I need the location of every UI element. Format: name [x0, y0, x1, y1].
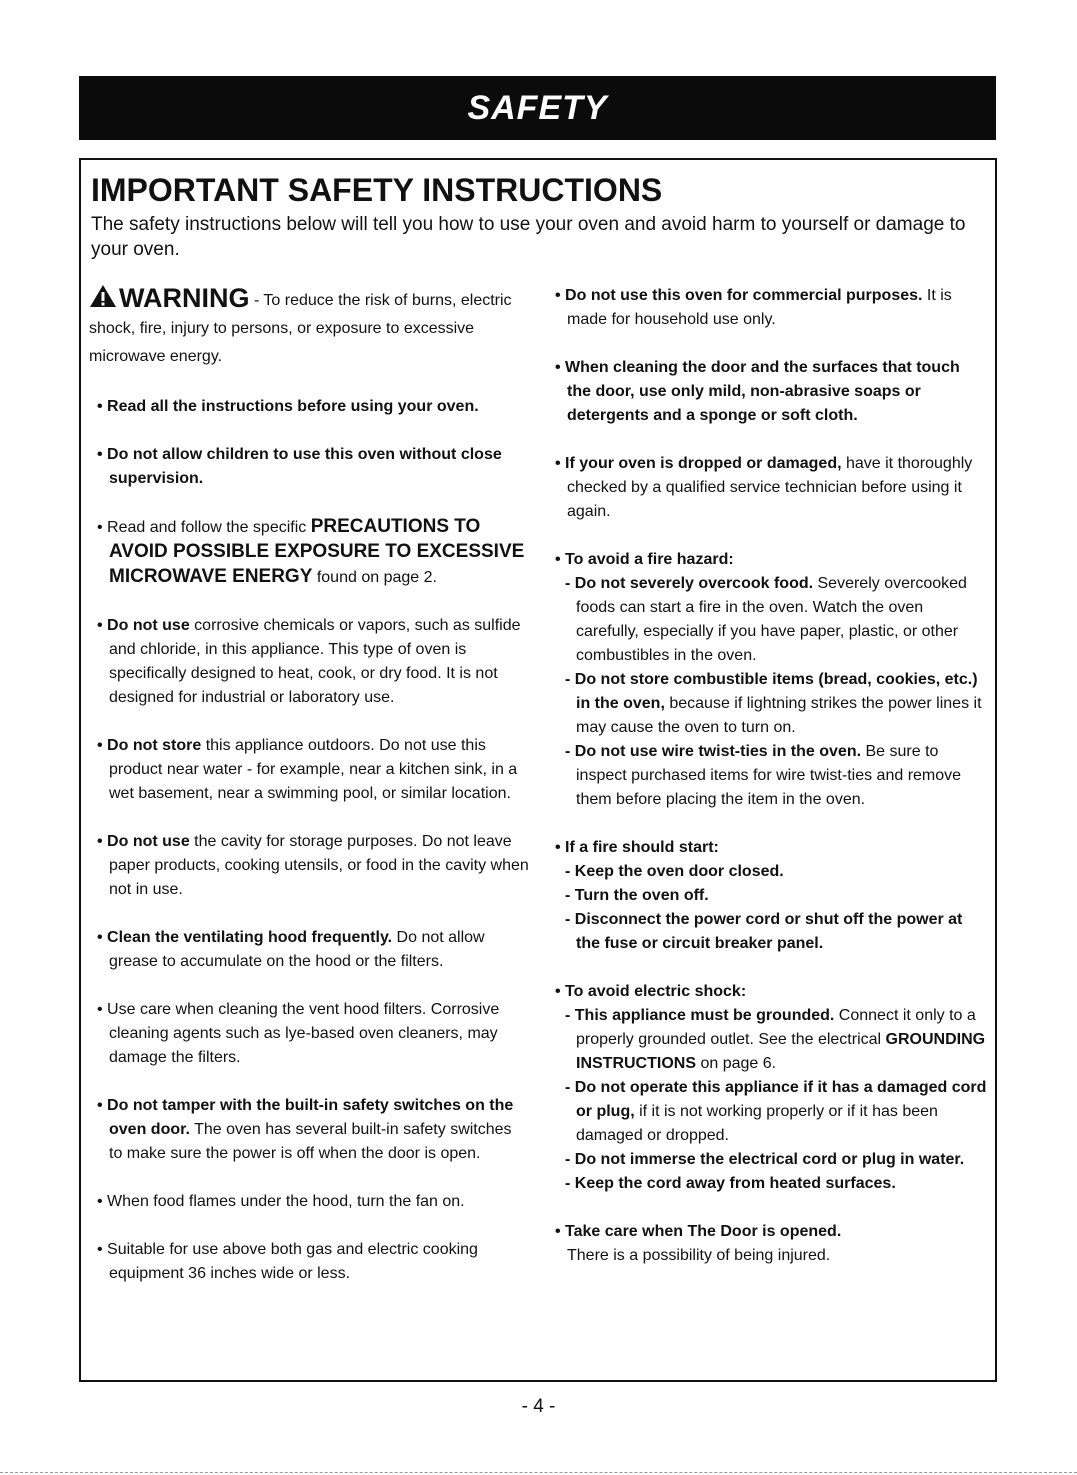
list-item — [89, 614, 529, 710]
group-heading: • To avoid a fire hazard: — [555, 551, 734, 568]
page-title: IMPORTANT SAFETY INSTRUCTIONS — [91, 172, 663, 208]
item-text: if it is not working properly or if it has been damaged or dropped. — [576, 1103, 938, 1144]
sub-item: - Disconnect the power cord or shut off the power at the fuse or circuit breaker panel. — [565, 911, 963, 952]
item-text: • Read and follow the specific — [97, 519, 311, 536]
section-header-bar — [79, 76, 996, 140]
item-bold: • Do not use this oven for commercial purposes. — [555, 287, 923, 304]
sub-item — [547, 668, 987, 740]
item-bold: PRECAUTIONS TO AVOID POSSIBLE EXPOSURE TO EXCESSIVE MICROWAVE ENERGY — [109, 516, 525, 587]
item-bold: - Do not store combustible items (bread, cookies, etc.) in the oven, — [565, 671, 978, 712]
sub-item — [547, 740, 987, 812]
sub-item — [547, 1076, 987, 1148]
group-heading: • To avoid electric shock: — [555, 983, 747, 1000]
electric-shock-group — [547, 980, 987, 1196]
door-group — [547, 1220, 987, 1268]
item-text: Connect it only to a properly grounded outlet. See the electrical — [576, 1007, 976, 1048]
item-bold: • Do not tamper with the built-in safety switches on the oven door. — [97, 1097, 514, 1138]
list-item: • When cleaning the door and the surfaces that touch the door, use only mild, non-abrasive soaps or detergents and a sponge or soft cloth. — [555, 359, 960, 424]
list-item: • Do not allow children to use this oven without close supervision. — [97, 446, 502, 487]
item-bold: • Do not use — [97, 833, 190, 850]
sub-item: - Do not immerse the electrical cord or plug in water. — [565, 1151, 965, 1168]
item-text: Do not allow grease to accumulate on the hood or the filters. — [109, 929, 485, 970]
item-text: have it thoroughly checked by a qualified service technician before using it again. — [567, 455, 973, 520]
item-text: Be sure to inspect purchased items for wire twist-ties and remove them before placing the item in the oven. — [576, 743, 962, 808]
list-item — [89, 1094, 529, 1166]
item-text: this appliance outdoors. Do not use this product near water - for example, near a kitchen sink, in a wet basement, near a swimming pool, or similar location. — [109, 737, 518, 802]
item-bold: • Do not store — [97, 737, 202, 754]
item-bold: - Do not severely overcook food. — [565, 575, 814, 592]
right-column — [547, 284, 987, 1292]
item-text: There is a possibility of being injured. — [567, 1247, 831, 1264]
list-item: • Use care when cleaning the vent hood filters. Corrosive cleaning agents such as lye-based oven cleaners, may damage the filters. — [97, 1001, 500, 1066]
list-item — [89, 734, 529, 806]
item-text: because if lightning strikes the power lines it may cause the oven to turn on. — [576, 695, 982, 736]
warning-block — [89, 284, 529, 371]
list-item: • Read all the instructions before using your oven. — [97, 398, 479, 415]
list-item — [547, 452, 987, 524]
sub-item — [547, 1004, 987, 1076]
fire-start-group — [547, 836, 987, 956]
item-text: Severely overcooked foods can start a fire in the oven. Watch the oven carefully, especially if you have paper, plastic, or other combustibles in the oven. — [576, 575, 967, 664]
item-text: corrosive chemicals or vapors, such as sulfide and chloride, in this appliance. This type of oven is specifically designed to heat, cook, or dry food. It is not designed for industrial or laboratory use. — [109, 617, 521, 706]
page-number: - 4 - — [521, 1396, 556, 1417]
item-bold: GROUNDING INSTRUCTIONS — [576, 1031, 986, 1072]
item-text: It is made for household use only. — [567, 287, 952, 328]
warning-word: WARNING — [119, 283, 250, 313]
item-text: the cavity for storage purposes. Do not leave paper products, cooking utensils, or food in the cavity when not in use. — [109, 833, 529, 898]
intro-text: The safety instructions below will tell you how to use your oven and avoid harm to yourself or damage to your oven. — [91, 214, 966, 260]
sub-item — [547, 572, 987, 668]
left-column — [89, 284, 529, 1310]
group-heading: • If a fire should start: — [555, 839, 719, 856]
fire-hazard-group — [547, 548, 987, 812]
page-edge-divider — [0, 1472, 1077, 1473]
section-title: SAFETY — [467, 88, 608, 127]
sub-item: - Keep the cord away from heated surfaces. — [565, 1175, 896, 1192]
list-item: • Suitable for use above both gas and electric cooking equipment 36 inches wide or less. — [97, 1241, 478, 1282]
item-text: on page 6. — [696, 1055, 777, 1072]
list-item — [547, 284, 987, 332]
list-item — [89, 926, 529, 974]
item-bold: - Do not use wire twist-ties in the oven. — [565, 743, 862, 760]
item-bold: • Do not use — [97, 617, 190, 634]
item-bold: • If your oven is dropped or damaged, — [555, 455, 842, 472]
list-item — [89, 515, 529, 590]
list-item — [89, 830, 529, 902]
item-text: found on page 2. — [312, 569, 437, 586]
warning-triangle-icon — [89, 284, 117, 308]
sub-item: - Turn the oven off. — [565, 887, 709, 904]
warning-text: - To reduce the risk of burns, electric shock, fire, injury to persons, or exposure to excessive microwave energy. — [89, 292, 512, 365]
safety-instructions-frame — [79, 158, 997, 1382]
item-bold: - Do not operate this appliance if it has a damaged cord or plug, — [565, 1079, 987, 1120]
group-heading: • Take care when The Door is opened. — [555, 1223, 842, 1240]
item-text: The oven has several built-in safety switches to make sure the power is off when the door is open. — [109, 1121, 512, 1162]
list-item: • When food flames under the hood, turn the fan on. — [97, 1193, 465, 1210]
sub-item: - Keep the oven door closed. — [565, 863, 784, 880]
item-bold: - This appliance must be grounded. — [565, 1007, 835, 1024]
item-bold: • Clean the ventilating hood frequently. — [97, 929, 393, 946]
